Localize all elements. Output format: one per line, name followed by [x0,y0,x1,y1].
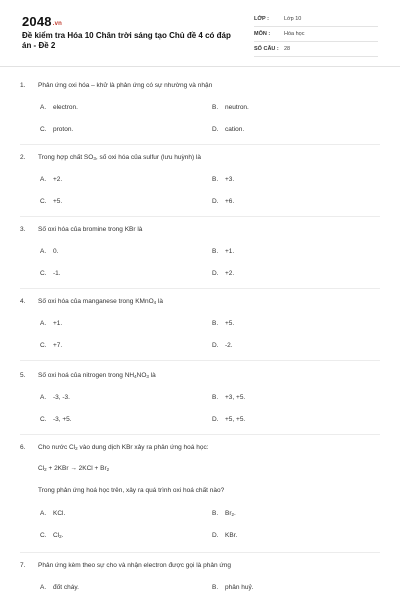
question-divider [20,216,380,217]
option-b[interactable]: B. +3, +5. [212,394,246,401]
option-c[interactable]: C. +5. [40,198,63,205]
option-text: neutron. [225,104,249,111]
option-b[interactable]: B. +3. [212,176,235,183]
question-stem: Phản ứng oxi hóa – khử là phản ứng có sự nhường và nhận [38,82,213,89]
question-number: 4. [20,298,26,305]
option-d[interactable]: D. +5, +5. [212,416,246,423]
meta-count-row [254,44,378,57]
question-stem: Số oxi hóa của manganese trong KMnO$_4$ là [38,298,164,305]
option-text: +1. [225,248,235,255]
option-text: KCl. [53,510,66,517]
site-logo[interactable] [22,14,62,29]
option-text: +7. [53,342,63,349]
meta-class-value: Lớp 10 [284,16,302,22]
meta-count-label: SỐ CÂU : [254,46,279,52]
question-divider [20,288,380,289]
option-b[interactable]: B. neutron. [212,104,249,111]
option-text: cation. [225,126,245,133]
question-number: 6. [20,444,26,451]
question-stem: Trong hợp chất $SO_3$, số oxi hóa của sulfur (lưu huỳnh) là [38,154,201,161]
option-text: phân huỷ. [225,584,254,591]
option-text: +5. [53,198,63,205]
reaction-equation: $Cl_2 + 2KBr \to 2KCl + Br_2$ [38,465,110,472]
option-text: electron. [53,104,78,111]
header-divider [0,66,400,67]
option-text: $Cl_2$. [53,532,64,539]
option-text: -3, +5. [53,416,72,423]
option-a[interactable]: A. 0. [40,248,59,255]
option-text: +6. [225,198,235,205]
question-number: 3. [20,226,26,233]
option-c[interactable]: C. -3, +5. [40,416,72,423]
question-divider [20,360,380,361]
option-text: +5, +5. [225,416,246,423]
option-d[interactable]: D. cation. [212,126,245,133]
option-text: +3. [225,176,235,183]
option-c[interactable]: C. -1. [40,270,61,277]
option-text: -2. [225,342,233,349]
option-a[interactable]: A. electron. [40,104,78,111]
page-title: Đề kiểm tra Hóa 10 Chân trời sáng tạo Chủ đề 4 có đáp án - Đề 2 [22,31,231,50]
option-text: +5. [225,320,235,327]
meta-subject-value: Hóa học [284,31,305,37]
question-divider [20,552,380,553]
option-text: -1. [53,270,61,277]
option-c[interactable]: C. proton. [40,126,74,133]
page-header [0,0,400,68]
meta-subject-row [254,29,378,42]
option-b[interactable]: B. $Br_2$. [212,510,236,517]
question-divider [20,434,380,435]
option-text: +2. [225,270,235,277]
question-number: 2. [20,154,26,161]
option-c[interactable]: C. +7. [40,342,63,349]
option-text: KBr. [225,532,238,539]
meta-class-row [254,14,378,27]
logo-text: 2048 [22,14,52,29]
question-stem: Cho nước $Cl_2$ vào dung dịch KBr xảy ra phản ứng hoá học: [38,444,209,451]
option-text: +3, +5. [225,394,246,401]
option-a[interactable]: A. KCl. [40,510,66,517]
question-stem: Số oxi hoá của nitrogen trong $NH_4NO_3$ là [38,372,156,379]
option-a[interactable]: A. +2. [40,176,63,183]
meta-class-label: LỚP : [254,16,269,22]
option-b[interactable]: B. +5. [212,320,235,327]
meta-count-value: 28 [284,46,291,52]
option-d[interactable]: D. +6. [212,198,235,205]
option-d[interactable]: D. -2. [212,342,233,349]
option-text: $Br_2$. [225,510,236,517]
option-text: -3, -3. [53,394,70,401]
option-a[interactable]: A. đốt cháy. [40,584,79,591]
option-c[interactable]: C. $Cl_2$. [40,532,64,539]
question-divider [20,144,380,145]
option-text: 0. [53,248,59,255]
option-a[interactable]: A. -3, -3. [40,394,70,401]
question-stem: Phản ứng kèm theo sự cho và nhận electron được gọi là phản ứng [38,562,231,569]
option-text: proton. [53,126,74,133]
option-b[interactable]: B. phân huỷ. [212,584,254,591]
question-extra: Trong phản ứng hoá học trên, xảy ra quá trình oxi hoá chất nào? [38,487,225,494]
option-a[interactable]: A. +1. [40,320,63,327]
option-d[interactable]: D. +2. [212,270,235,277]
option-b[interactable]: B. +1. [212,248,235,255]
question-number: 5. [20,372,26,379]
option-d[interactable]: D. KBr. [212,532,238,539]
option-text: đốt cháy. [53,584,79,591]
question-number: 1. [20,82,26,89]
logo-suffix: .vn [52,21,63,27]
question-stem: Số oxi hóa của bromine trong KBr là [38,226,143,233]
option-text: +2. [53,176,63,183]
question-number: 7. [20,562,26,569]
meta-subject-label: MÔN : [254,31,271,37]
option-text: +1. [53,320,63,327]
